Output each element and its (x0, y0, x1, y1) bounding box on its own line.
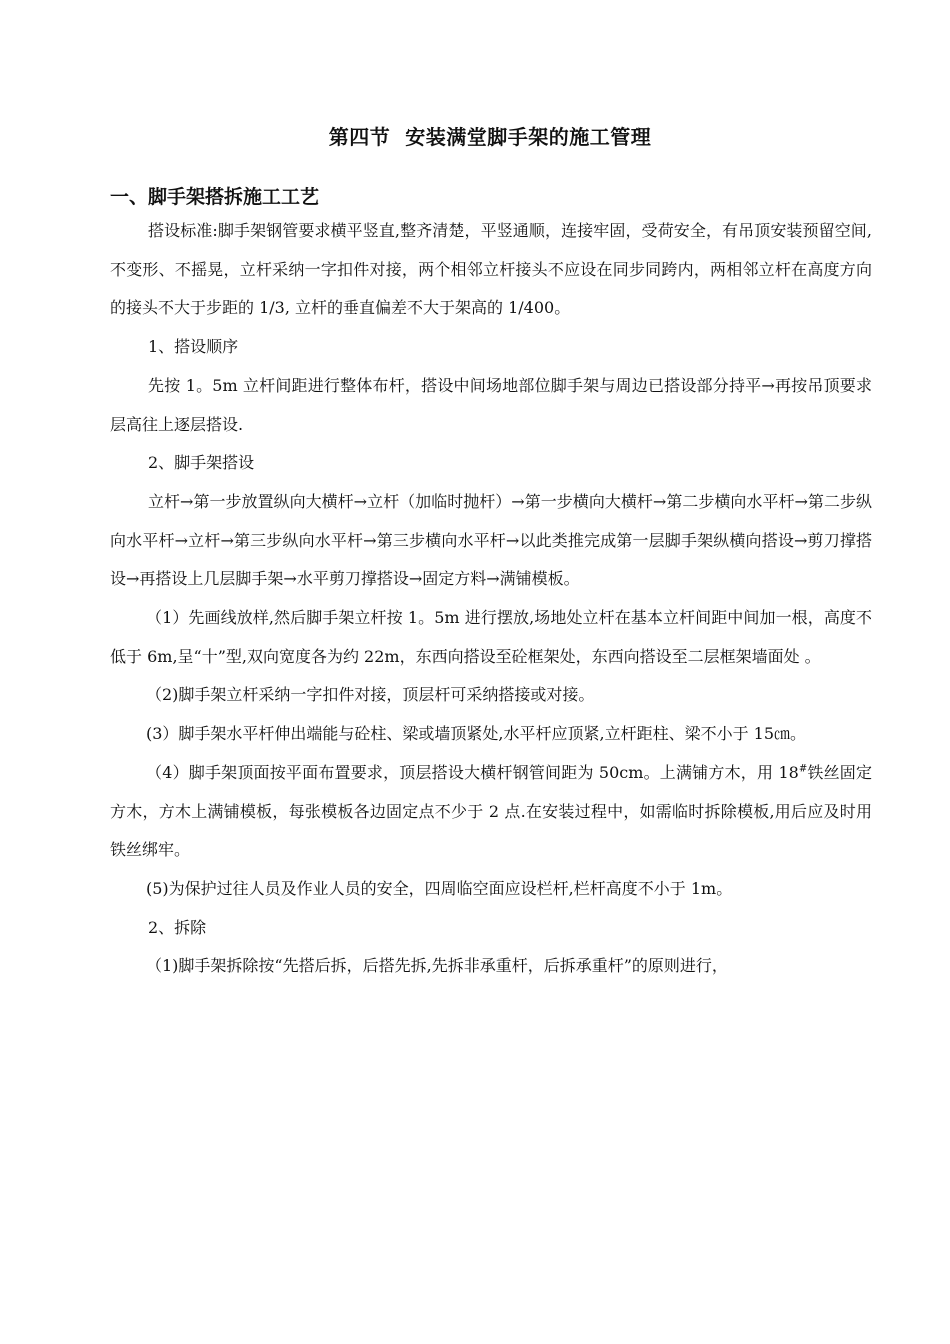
subheading-sequence: 1、搭设顺序 (148, 337, 239, 357)
subheading-erection: 2、脚手架搭设 (148, 453, 255, 473)
item-3: (3）脚手架水平杆伸出端能与砼柱、梁或墙顶紧处,水平杆应顶紧,立杆距柱、梁不小于 15㎝。 (146, 724, 807, 744)
item-5: (5)为保护过往人员及作业人员的安全，四周临空面应设栏杆,栏杆高度不小于 1m。 (146, 878, 733, 898)
heading-construction-process: 一、脚手架搭拆施工工艺 (110, 186, 320, 208)
item-4-superscript: # (798, 763, 808, 775)
paragraph-erection: 立杆→第一步放置纵向大横杆→立杆（加临时抛杆）→第一步横向大横杆→第二步横向水平杆→第二步纵向水平杆→立杆→第三步纵向水平杆→第三步横向水平杆→以此类推完成第一层脚手架纵横向搭设→剪刀撑搭设→再搭设上几层脚手架→水平剪刀撑搭设→固定方料→满铺模板。 (110, 491, 872, 589)
item-6: （1)脚手架拆除按“先搭后拆，后搭先拆,先拆非承重杆，后拆承重杆”的原则进行， (146, 956, 728, 976)
subheading-dismantle: 2、拆除 (148, 917, 207, 937)
item-2: （2)脚手架立杆采纳一字扣件对接，顶层杆可采纳搭接或对接。 (146, 685, 595, 705)
item-1: （1）先画线放样,然后脚手架立杆按 1。5m 进行摆放,场地处立杆在基本立杆间距中间加一根，高度不低于 6m,呈“十”型,双向宽度各为约 22m，东西向搭设至砼框架处，东西向搭设至二层框架墙面处 。 (110, 608, 872, 666)
item-4-part-a: （4）脚手架顶面按平面布置要求，顶层搭设大横杆钢管间距为 50cm。上满铺方木，用 18 (146, 762, 799, 782)
document-body (110, 212, 872, 986)
item-4-part-b: 铁丝固定方木，方木上满铺模板，每张模板各边固定点不少于 2 点.在安装过程中，如需临时拆除模板,用后应及时用铁丝绑牢。 (110, 762, 872, 860)
paragraph-standard: 搭设标准:脚手架钢管要求横平竖直,整齐清楚，平竖通顺，连接牢固，受荷安全，有吊顶安装预留空间,不变形、不摇晃，立杆采纳一字扣件对接，两个相邻立杆接头不应设在同步同跨内，两相邻立杆在高度方向的接头不大于步距的 1/3, 立杆的垂直偏差不大于架高的 1/400。 (110, 221, 872, 318)
item-4 (110, 754, 872, 870)
paragraph-sequence: 先按 1。5m 立杆间距进行整体布杆，搭设中间场地部位脚手架与周边已搭设部分持平→再按吊顶要求层高往上逐层搭设. (110, 375, 872, 434)
section-title: 第四节 安装满堂脚手架的施工管理 (328, 125, 652, 149)
